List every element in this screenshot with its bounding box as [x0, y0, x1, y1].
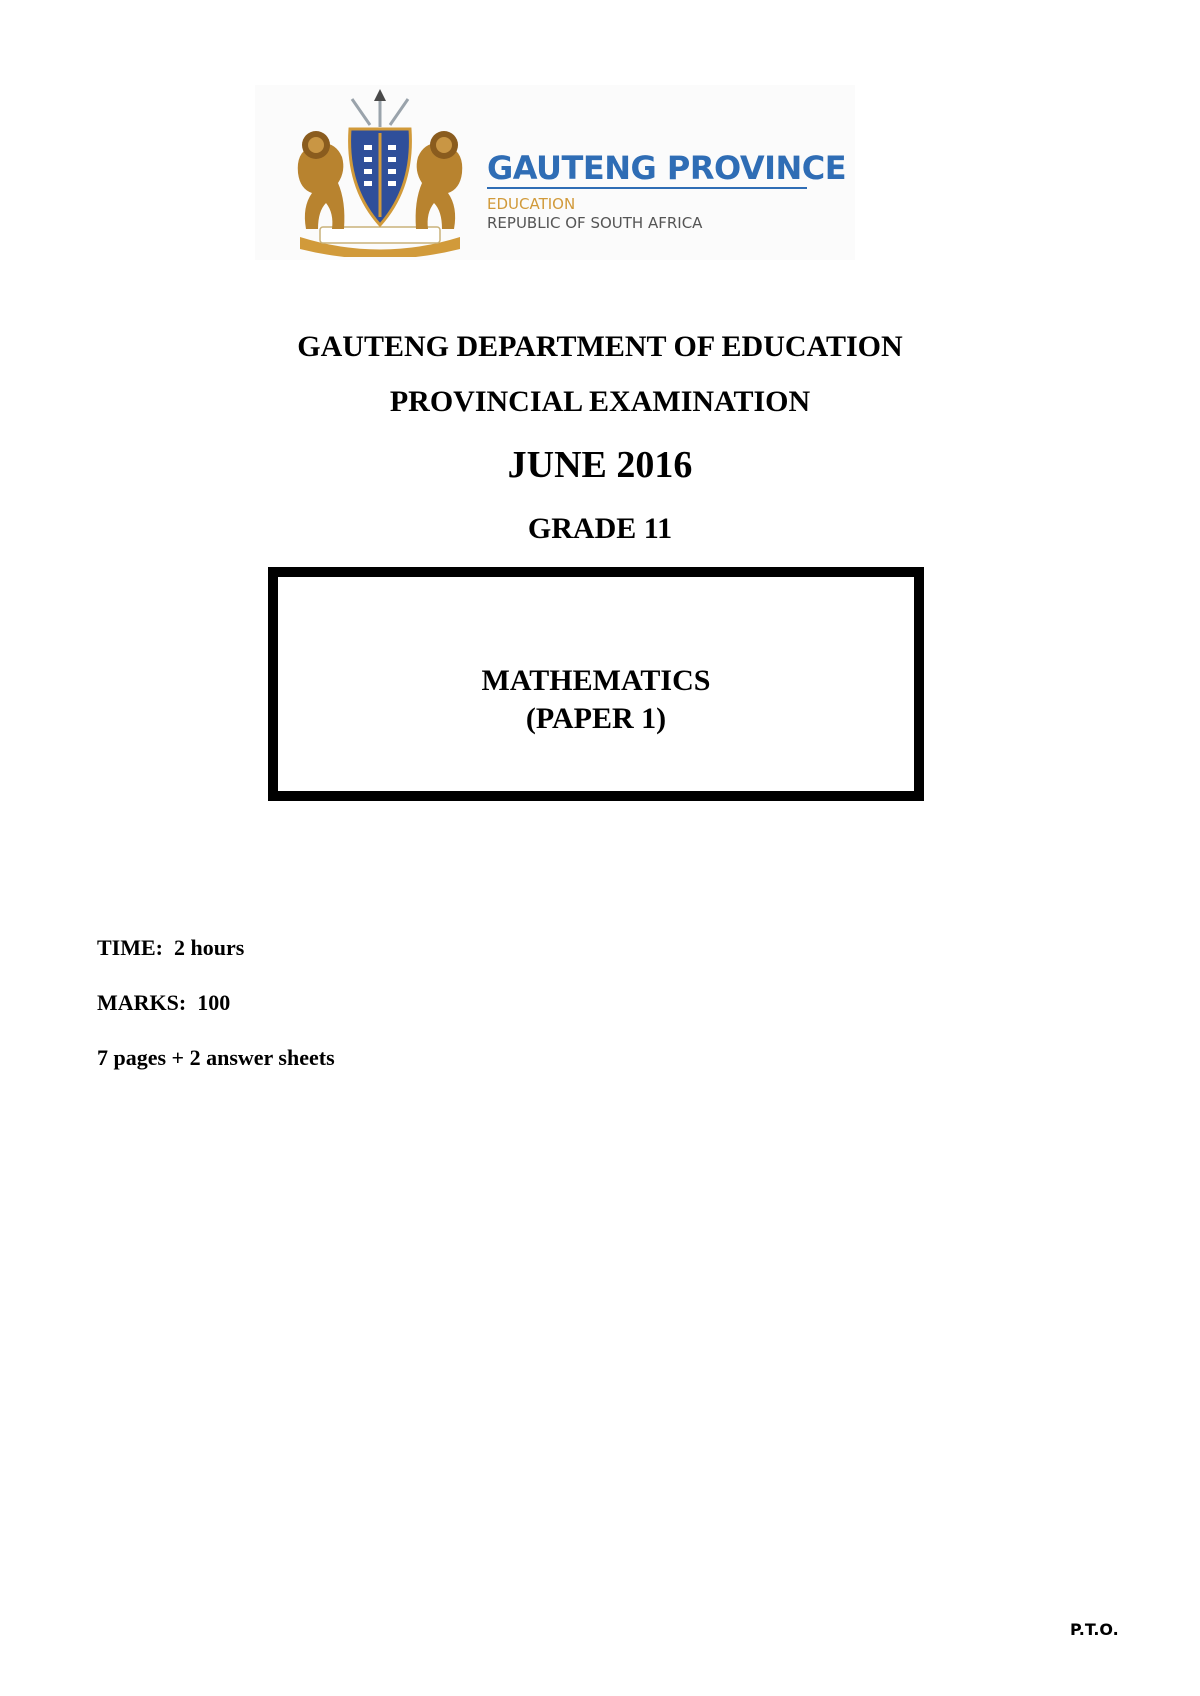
coat-of-arms-icon: [280, 87, 480, 257]
subject-box: [268, 567, 924, 801]
logo-province-name: GAUTENG PROVINCE: [487, 149, 847, 187]
subject-name: MATHEMATICS: [481, 664, 711, 697]
gauteng-logo: [255, 85, 855, 260]
logo-text-block: [487, 151, 846, 233]
exam-session-heading: JUNE 2016: [507, 444, 693, 486]
exam-marks: MARKS: 100: [97, 990, 231, 1015]
subject-paper: (PAPER 1): [525, 702, 667, 735]
grade-heading: GRADE 11: [527, 512, 673, 545]
logo-country: REPUBLIC OF SOUTH AFRICA: [487, 214, 703, 232]
department-heading: GAUTENG DEPARTMENT OF EDUCATION: [297, 330, 903, 363]
exam-type-heading: PROVINCIAL EXAMINATION: [389, 385, 811, 418]
exam-time: TIME: 2 hours: [97, 935, 245, 960]
logo-department: EDUCATION: [487, 195, 576, 213]
exam-page-count: 7 pages + 2 answer sheets: [97, 1045, 335, 1070]
please-turn-over: P.T.O.: [1070, 1620, 1119, 1639]
logo-underline: [487, 187, 807, 189]
